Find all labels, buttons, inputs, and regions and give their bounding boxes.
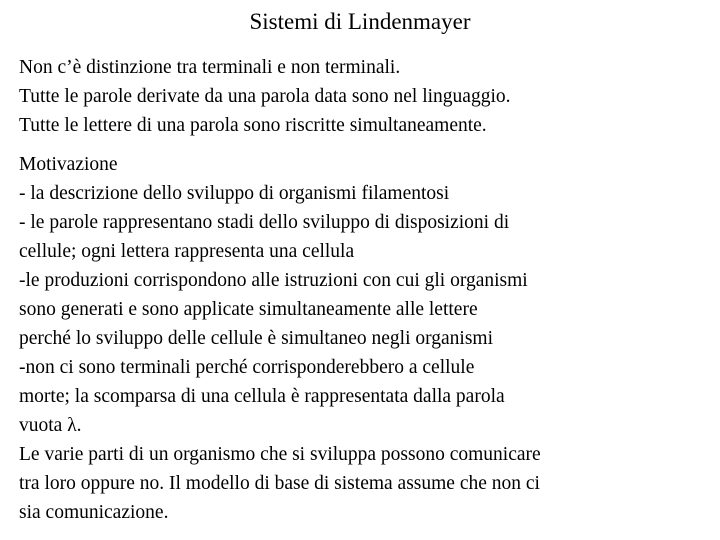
text-line: sono generati e sono applicate simultaneamente alle lettere [19, 299, 478, 320]
body-paragraph [19, 150, 709, 527]
text-line: - le parole rappresentano stadi dello sviluppo di disposizioni di [19, 212, 510, 233]
text-line: - la descrizione dello sviluppo di organismi filamentosi [19, 183, 450, 204]
intro-paragraph [19, 53, 709, 140]
text-line: sia comunicazione. [19, 502, 169, 523]
slide-title: Sistemi di Lindenmayer [249, 9, 471, 34]
text-line: Tutte le parole derivate da una parola data sono nel linguaggio. [19, 86, 511, 107]
text-line: Tutte le lettere di una parola sono riscritte simultaneamente. [19, 115, 487, 136]
text-line: morte; la scomparsa di una cellula è rappresentata dalla parola [19, 386, 505, 407]
text-line: tra loro oppure no. Il modello di base di sistema assume che non ci [19, 473, 540, 494]
text-line: cellule; ogni lettera rappresenta una cellula [19, 241, 355, 262]
text-line: vuota λ. [19, 415, 82, 436]
text-line: Le varie parti di un organismo che si sviluppa possono comunicare [19, 444, 541, 465]
text-line: Non c’è distinzione tra terminali e non terminali. [19, 57, 401, 78]
section-heading: Motivazione [19, 154, 118, 175]
text-line: perché lo sviluppo delle cellule è simultaneo negli organismi [19, 328, 494, 349]
text-line: -le produzioni corrispondono alle istruzioni con cui gli organismi [19, 270, 528, 291]
text-line: -non ci sono terminali perché corrisponderebbero a cellule [19, 357, 475, 378]
